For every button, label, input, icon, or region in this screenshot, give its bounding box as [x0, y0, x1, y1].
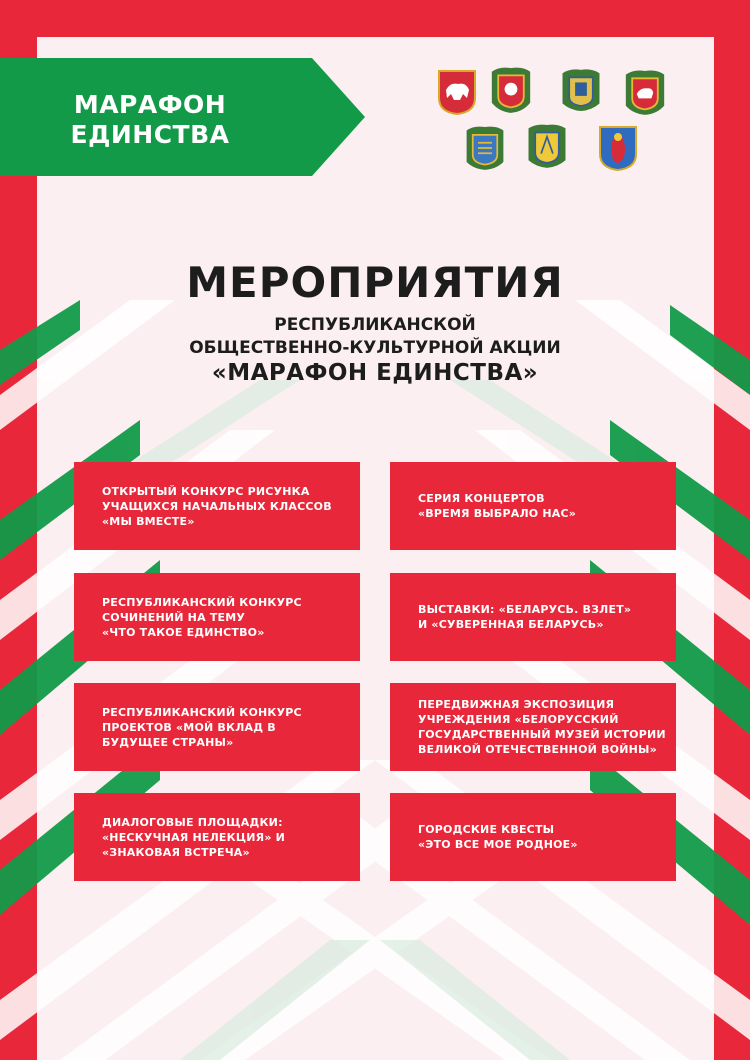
event-card-line: УЧАЩИХСЯ НАЧАЛЬНЫХ КЛАССОВ: [102, 499, 332, 513]
banner-title-line-1: МАРАФОН: [73, 90, 227, 119]
mogilev-coat-of-arms-icon: [526, 122, 568, 170]
vitebsk-coat-of-arms-icon: [490, 66, 532, 114]
event-card-line: «ЧТО ТАКОЕ ЕДИНСТВО»: [102, 625, 265, 639]
event-card-line: «МЫ ВМЕСТЕ»: [102, 514, 195, 528]
event-card-line: «ВРЕМЯ ВЫБРАЛО НАС»: [418, 507, 577, 520]
event-card-line: ПРОЕКТОВ «МОЙ ВКЛАД В: [102, 720, 276, 734]
event-card-line: ОТКРЫТЫЙ КОНКУРС РИСУНКА: [102, 484, 310, 498]
event-card-exhibitions: [390, 573, 676, 661]
event-card-line: ГОСУДАРСТВЕННЫЙ МУЗЕЙ ИСТОРИИ: [418, 728, 666, 741]
subtitle-line-1: РЕСПУБЛИКАНСКОЙ: [274, 315, 476, 335]
minsk-region-coat-of-arms-icon: [464, 124, 506, 172]
event-card-museum-exposition: [390, 683, 676, 771]
event-card-line: ДИАЛОГОВЫЕ ПЛОЩАДКИ:: [102, 815, 283, 829]
event-card-line: ПЕРЕДВИЖНАЯ ЭКСПОЗИЦИЯ: [418, 698, 615, 711]
event-card-line: СЕРИЯ КОНЦЕРТОВ: [418, 492, 545, 505]
banner-title: [0, 90, 300, 150]
event-card-project-contest: [74, 683, 360, 771]
event-card-essay-contest: [74, 573, 360, 661]
event-card-line: ВЕЛИКОЙ ОТЕЧЕСТВЕННОЙ ВОЙНЫ»: [418, 743, 657, 756]
event-card-line: И «СУВЕРЕННАЯ БЕЛАРУСЬ»: [418, 618, 604, 631]
event-card-line: «ЭТО ВСЕ МОЕ РОДНОЕ»: [418, 838, 578, 851]
grodno-coat-of-arms-icon: [624, 68, 666, 116]
event-card-city-quests: [390, 793, 676, 881]
banner-title-line-2: ЕДИНСТВА: [70, 120, 230, 149]
event-card-line: «ЗНАКОВАЯ ВСТРЕЧА»: [102, 845, 250, 859]
event-card-line: РЕСПУБЛИКАНСКИЙ КОНКУРС: [102, 595, 302, 609]
event-card-line: РЕСПУБЛИКАНСКИЙ КОНКУРС: [102, 705, 302, 719]
event-card-line: БУДУЩЕЕ СТРАНЫ»: [102, 735, 234, 749]
event-card-concerts: [390, 462, 676, 550]
event-card-line: УЧРЕЖДЕНИЯ «БЕЛОРУССКИЙ: [418, 713, 619, 726]
event-card-line: ГОРОДСКИЕ КВЕСТЫ: [418, 823, 555, 836]
minsk-city-coat-of-arms-icon: [597, 124, 639, 172]
event-card-drawing-contest: [74, 462, 360, 550]
brest-coat-of-arms-icon: [436, 68, 478, 116]
event-card-dialogue-platforms: [74, 793, 360, 881]
subtitle-line-3: «МАРАФОН ЕДИНСТВА»: [211, 360, 539, 386]
event-card-line: СОЧИНЕНИЙ НА ТЕМУ: [102, 610, 246, 624]
subtitle-line-2: ОБЩЕСТВЕННО-КУЛЬТУРНОЙ АКЦИИ: [189, 338, 561, 358]
main-title: МЕРОПРИЯТИЯ: [186, 258, 564, 307]
event-card-line: «НЕСКУЧНАЯ НЕЛЕКЦИЯ» И: [102, 830, 286, 844]
gomel-coat-of-arms-icon: [560, 66, 602, 114]
event-card-line: ВЫСТАВКИ: «БЕЛАРУСЬ. ВЗЛЕТ»: [418, 603, 632, 616]
